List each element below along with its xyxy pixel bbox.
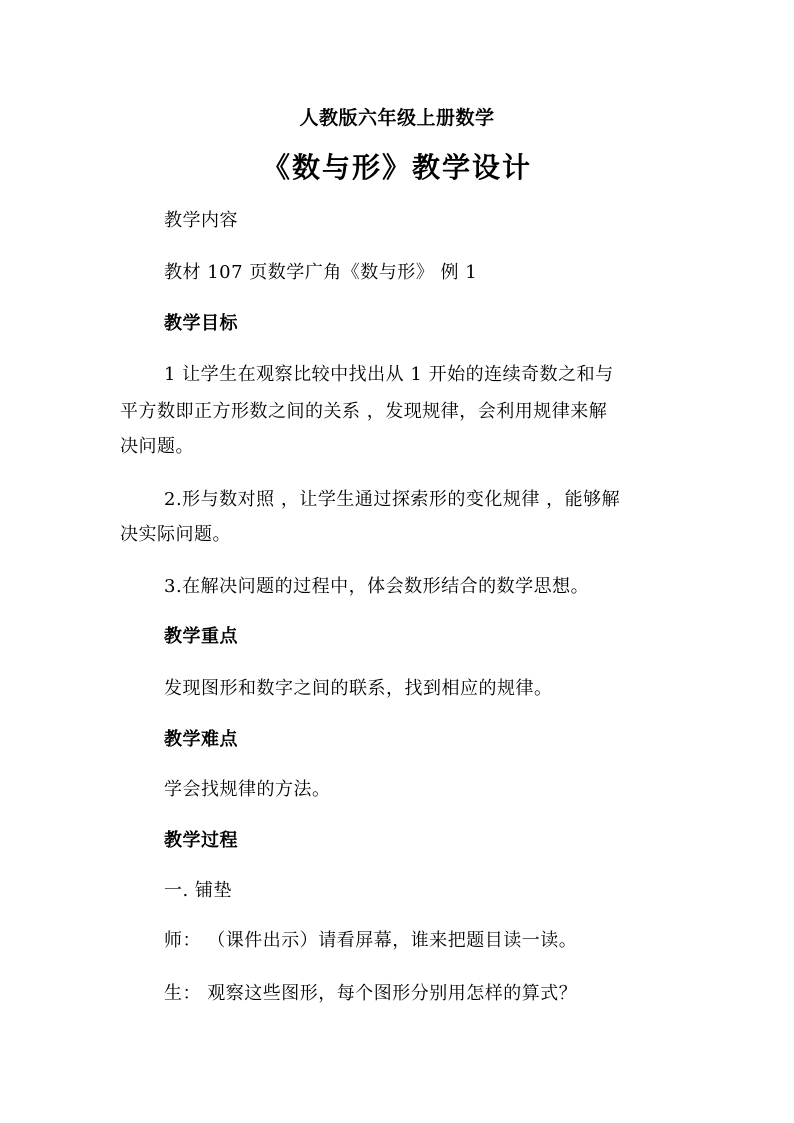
objective-2-line-2: 决实际问题。 (120, 524, 231, 545)
section-heading-process: 教学过程 (164, 830, 238, 851)
process-step-1: 一. 铺垫 (164, 880, 232, 901)
objective-1-line-1: 1 让学生在观察比较中找出从 1 开始的连续奇数之和与 (164, 364, 614, 385)
objective-1-line-2: 平方数即正方形数之间的关系 ，发现规律，会利用规律来解 (120, 401, 608, 422)
objective-2-line-1: 2.形与数对照 ，让学生通过探索形的变化规律 ，能够解 (164, 489, 621, 510)
document-title: 《数与形》教学设计 (261, 151, 532, 184)
dialogue-student: 生： 观察这些图形，每个图形分别用怎样的算式？ (164, 983, 578, 1004)
section-heading-difficulties: 教学难点 (164, 729, 238, 750)
dialogue-teacher: 师： （课件出示）请看屏幕，谁来把题目读一读。 (164, 930, 578, 951)
section-label-content: 教学内容 (164, 210, 238, 231)
content-text: 教材 107 页数学广角《数与形》 例 1 (164, 262, 478, 283)
document-subtitle: 人教版六年级上册数学 (299, 107, 495, 129)
objective-3: 3.在解决问题的过程中，体会数形结合的数学思想。 (164, 576, 590, 597)
difficulties-text: 学会找规律的方法。 (164, 779, 331, 800)
section-heading-objectives: 教学目标 (164, 313, 238, 334)
objective-1-line-3: 决问题。 (120, 436, 194, 457)
section-heading-key-points: 教学重点 (164, 626, 238, 647)
key-points-text: 发现图形和数字之间的联系，找到相应的规律。 (164, 678, 553, 699)
